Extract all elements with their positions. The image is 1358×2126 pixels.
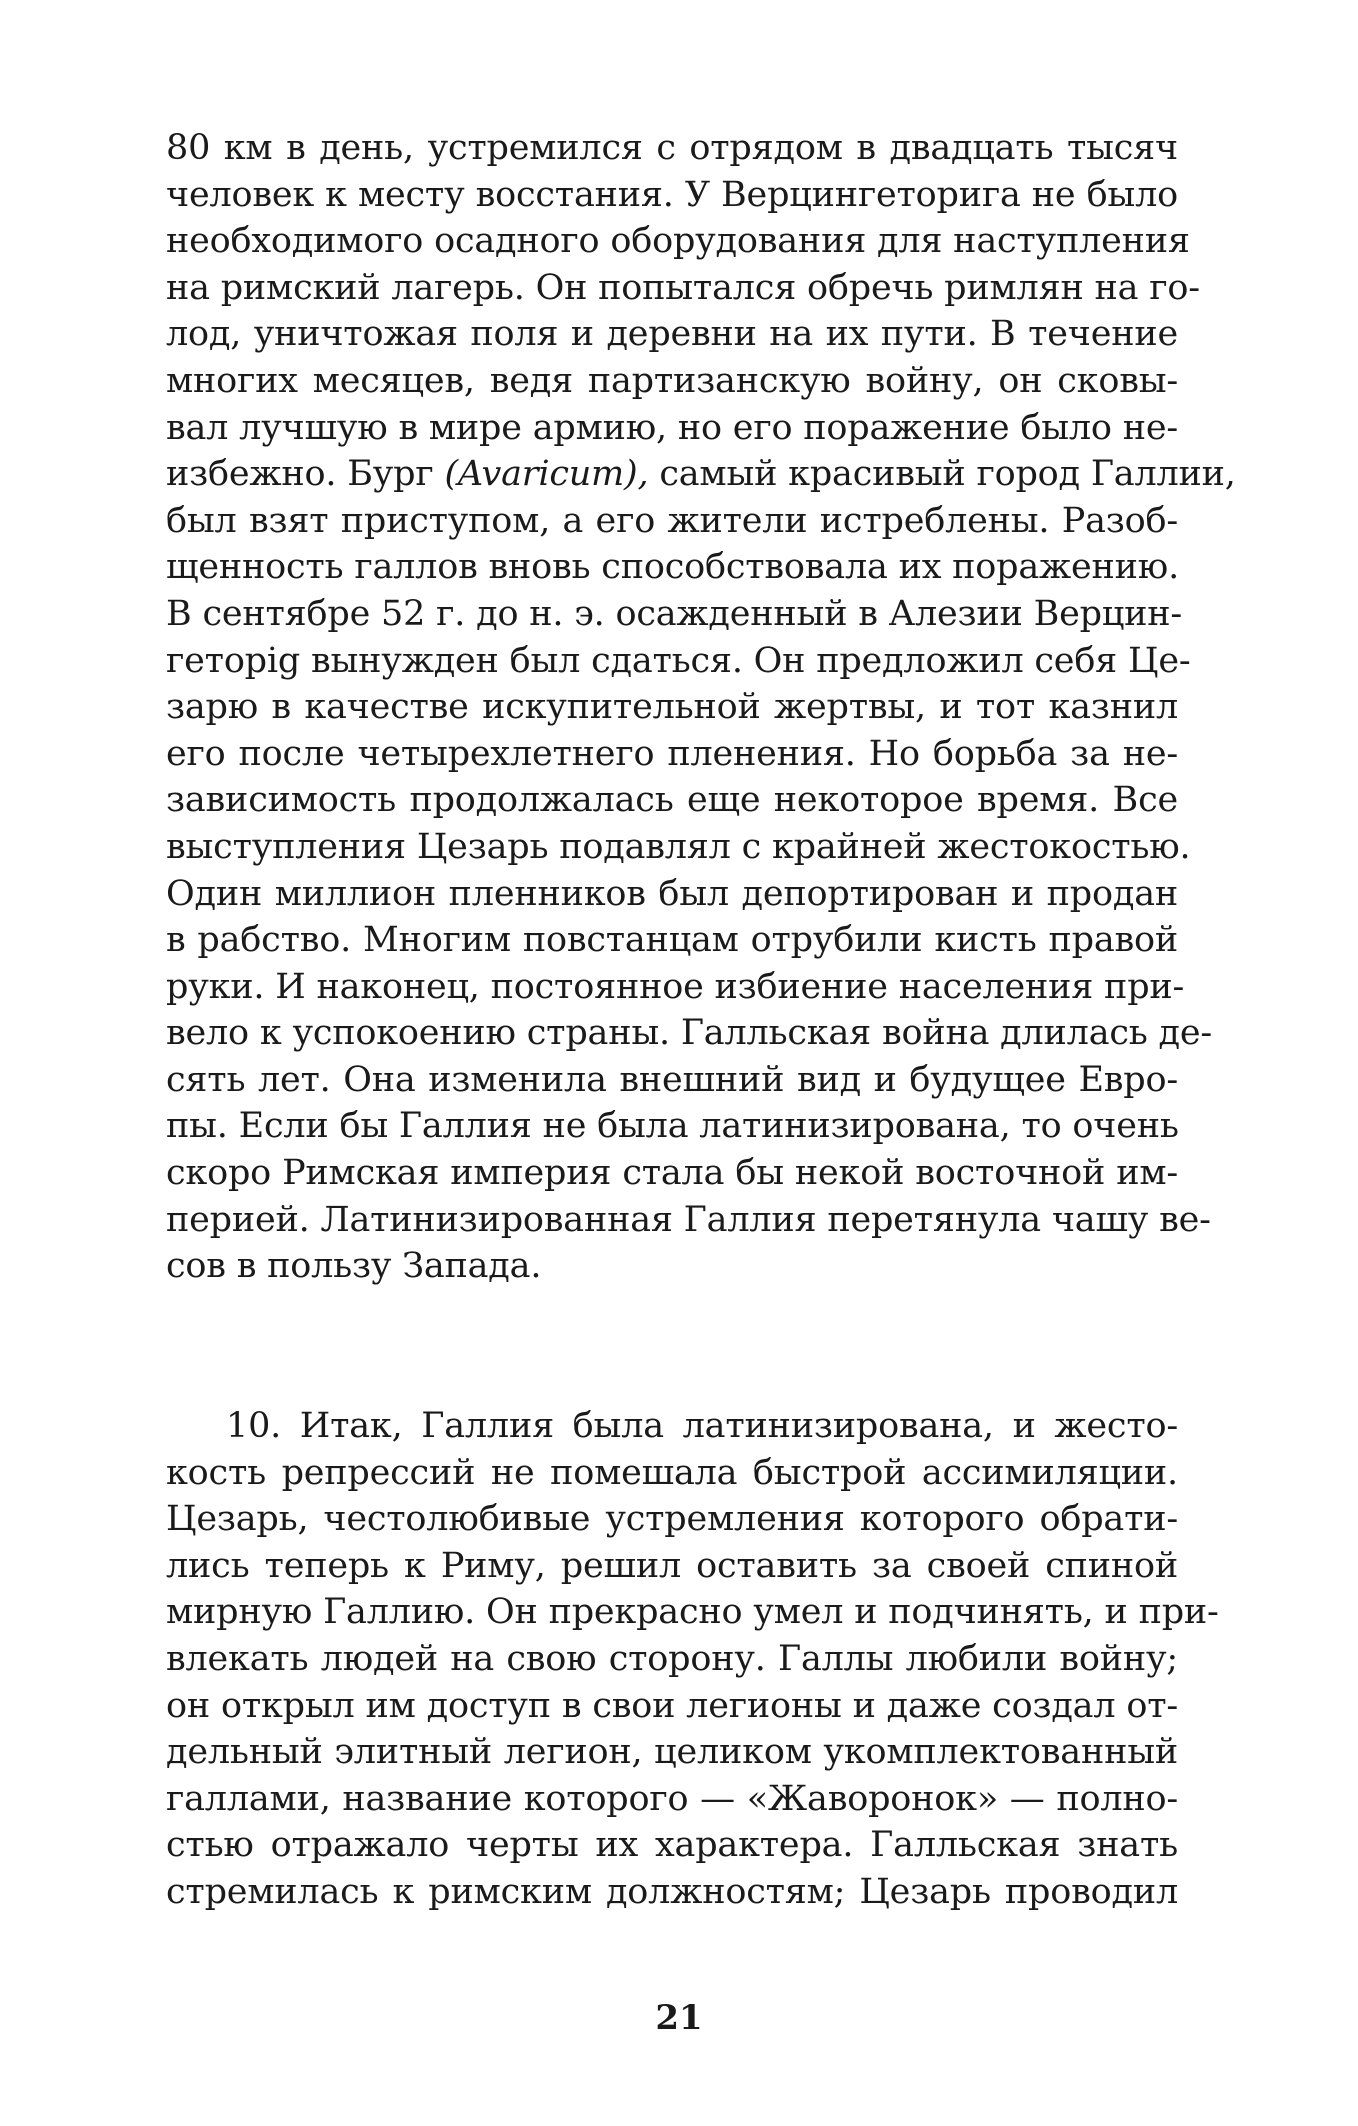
text-line: дельный элитный легион, целиком укомплектованный [166, 1732, 1178, 1773]
text-line: пы. Если бы Галлия не была латинизирована, то очень [166, 1106, 1179, 1147]
text-line: вал лучшую в мире армию, но его поражение было не- [166, 407, 1178, 448]
text-segment: избежно. Бург [166, 454, 445, 495]
text-line: он открыл им доступ в свои легионы и даже создал от- [166, 1685, 1178, 1726]
text-line: Один миллион пленников был депортирован и продан [166, 873, 1178, 914]
paragraph-2 [166, 1403, 1219, 1916]
text-line: скоро Римская империя стала бы некой восточной им- [166, 1153, 1178, 1194]
latin-name-italic: (Avaricum), [444, 454, 649, 495]
text-line: влекать людей на свою сторону. Галлы любили войну; [166, 1638, 1178, 1679]
text-line: 10. Итак, Галлия была латинизирована, и жесто- [226, 1406, 1178, 1446]
text-line: его после четырехлетнего пленения. Но борьба за не- [166, 733, 1178, 774]
text-line: кость репрессий не помешала быстрой ассимиляции. [166, 1452, 1178, 1493]
page-number: 21 [655, 1998, 703, 2038]
text-line: выступления Цезарь подавлял с крайней жестокостью. [166, 826, 1191, 867]
text-segment: самый красивый город Галлии, [648, 454, 1236, 495]
text-line: был взят приступом, а его жители истреблены. Разоб- [166, 500, 1178, 541]
text-line: зарю в качестве искупительной жертвы, и тот казнил [166, 687, 1178, 728]
text-line: перией. Латинизированная Галлия перетянула чашу ве- [166, 1199, 1211, 1240]
text-line: В сентябре 52 г. до н. э. осажденный в Алезии Верцин- [166, 593, 1183, 634]
text-line: галлами, название которого — «Жаворонок» — полно- [166, 1778, 1178, 1819]
text-line: в рабство. Многим повстанцам отрубили кисть правой [166, 920, 1178, 961]
text-line: геторig вынужден был сдаться. Он предложил себя Це- [166, 640, 1191, 681]
text-line: лод, уничтожая поля и деревни на их пути. В течение [166, 314, 1178, 355]
text-line: сов в пользу Запада. [166, 1246, 542, 1287]
text-line: щенность галлов вновь способствовала их поражению. [166, 547, 1179, 588]
text-line: стремилась к римским должностям; Цезарь проводил [166, 1871, 1178, 1912]
text-line: руки. И наконец, постоянное избиение населения при- [166, 966, 1185, 1007]
text-line: необходимого осадного оборудования для наступления [166, 221, 1190, 262]
text-line: стью отражало черты их характера. Галльская знать [166, 1825, 1178, 1866]
text-line: многих месяцев, ведя партизанскую войну, он сковы- [166, 360, 1178, 401]
text-line: зависимость продолжалась еще некоторое время. Все [166, 780, 1178, 821]
text-line: на римский лагерь. Он попытался обречь римлян на го- [166, 267, 1200, 308]
text-line [166, 451, 1236, 498]
text-line: вело к успокоению страны. Галльская война длилась де- [166, 1013, 1213, 1054]
text-line: сять лет. Она изменила внешний вид и будущее Евро- [166, 1059, 1178, 1100]
text-line: человек к месту восстания. У Верцингеторига не было [166, 174, 1178, 215]
paragraph-1 [166, 125, 1236, 1290]
text-line: Цезарь, честолюбивые устремления которого обрати- [166, 1499, 1178, 1540]
text-line: лись теперь к Риму, решил оставить за своей спиной [166, 1545, 1178, 1586]
text-line: мирную Галлию. Он прекрасно умел и подчинять, и при- [166, 1592, 1219, 1633]
text-line: 80 км в день, устремился с отрядом в двадцать тысяч [166, 128, 1178, 168]
